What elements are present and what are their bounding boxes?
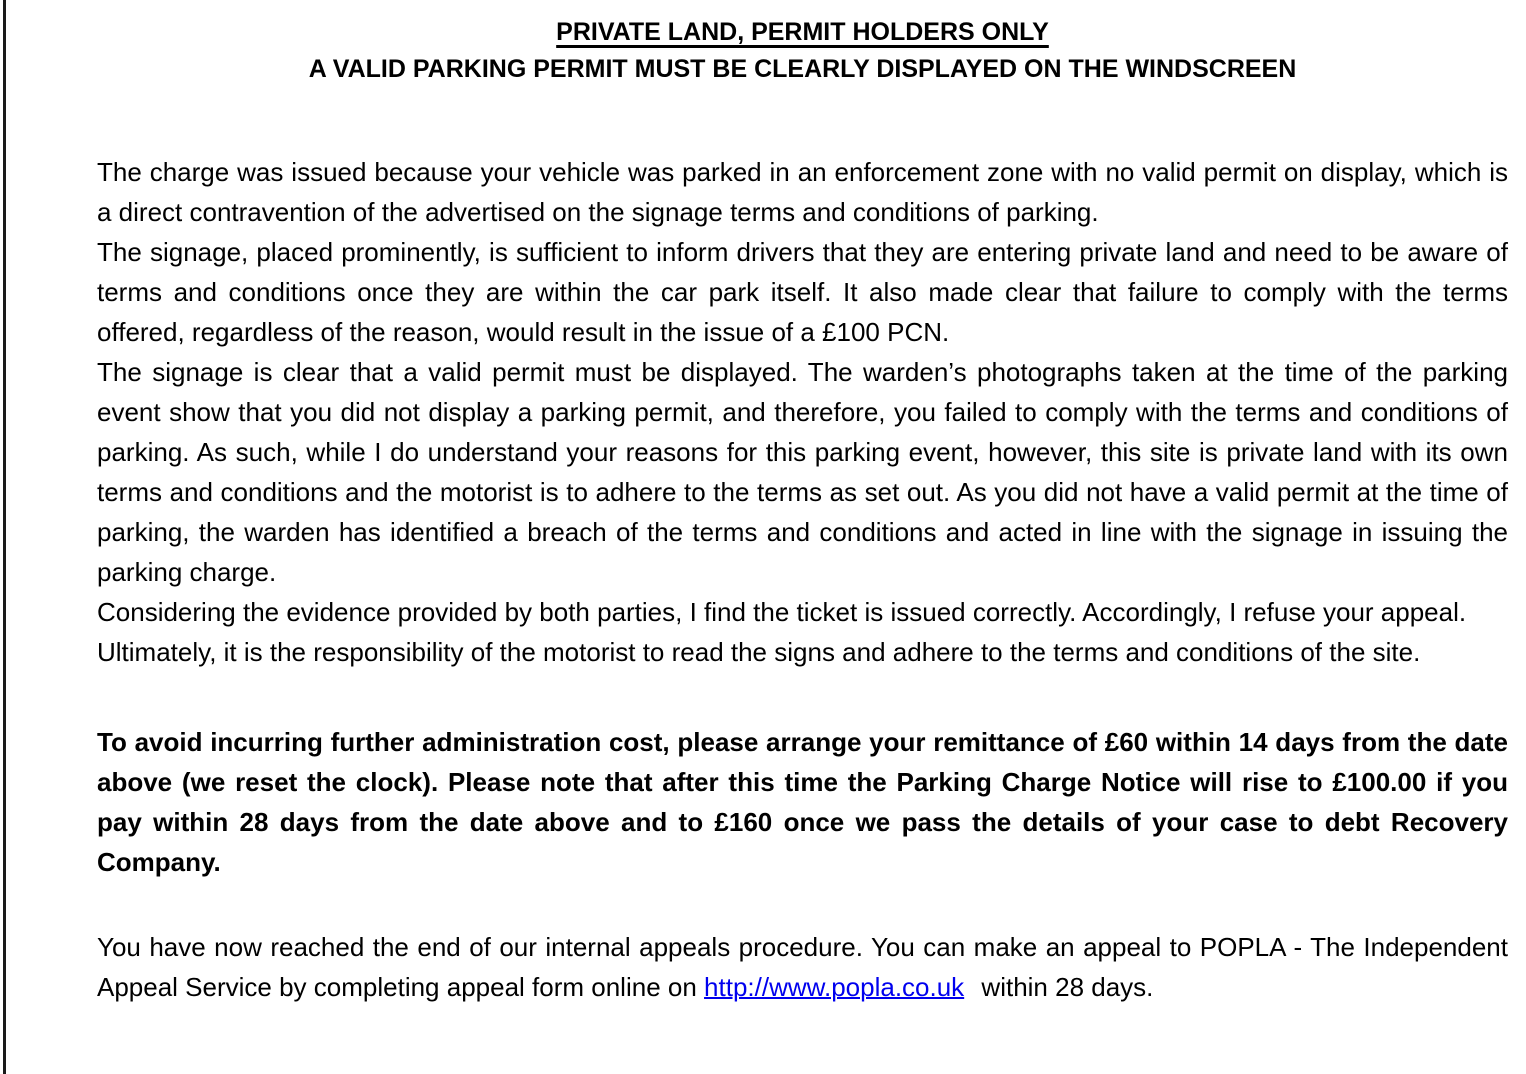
appeal-info-text-before-link: You have now reached the end of our internal appeals procedure. You can make an appeal to POPLA - The Independent Appeal Service by completing appeal form online on bbox=[97, 932, 1508, 1002]
body-paragraph-decision: Considering the evidence provided by both parties, I find the ticket is issued correctly. Accordingly, I refuse your appeal. bbox=[97, 597, 1467, 627]
appeal-info-text-after-link: within 28 days. bbox=[981, 972, 1154, 1002]
document-subtitle: A VALID PARKING PERMIT MUST BE CLEARLY DISPLAYED ON THE WINDSCREEN bbox=[308, 55, 1297, 83]
body-paragraph-permit-displayed: The signage is clear that a valid permit must be displayed. The warden’s photographs taken at the time of the parking event show that you did not display a parking permit, and therefore, you failed to comply with the terms and conditions of parking. As such, while I do understand your reasons for this parking event, however, this site is private land with its own terms and conditions and the motorist is to adhere to the terms as set out. As you did not have a valid permit at the time of parking, the warden has identified a breach of the terms and conditions and acted in line with the signage in issuing the parking charge. bbox=[97, 357, 1508, 587]
body-paragraph-signage-prominent: The signage, placed prominently, is sufficient to inform drivers that they are entering private land and need to be aware of terms and conditions once they are within the car park itself. It also made clear that failure to comply with the terms offered, regardless of the reason, would result in the issue of a £100 PCN. bbox=[97, 237, 1508, 347]
page-left-border bbox=[3, 0, 6, 1074]
appeal-info-paragraph bbox=[97, 927, 1508, 1007]
document-body bbox=[97, 152, 1508, 1007]
popla-link[interactable]: http://www.popla.co.uk bbox=[704, 972, 965, 1002]
payment-notice-paragraph: To avoid incurring further administration cost, please arrange your remittance of £60 within 14 days from the date above (we reset the clock). Please note that after this time the Parking Charge Notice will rise to £100.00 if you pay within 28 days from the date above and to £160 once we pass the details of your case to debt Recovery Company. bbox=[97, 727, 1508, 877]
document-title: PRIVATE LAND, PERMIT HOLDERS ONLY bbox=[556, 18, 1049, 46]
body-paragraph-responsibility: Ultimately, it is the responsibility of the motorist to read the signs and adhere to the terms and conditions of the site. bbox=[97, 637, 1421, 667]
body-paragraph-charge-issued: The charge was issued because your vehicle was parked in an enforcement zone with no valid permit on display, which is a direct contravention of the advertised on the signage terms and conditions of parking. bbox=[97, 157, 1508, 227]
